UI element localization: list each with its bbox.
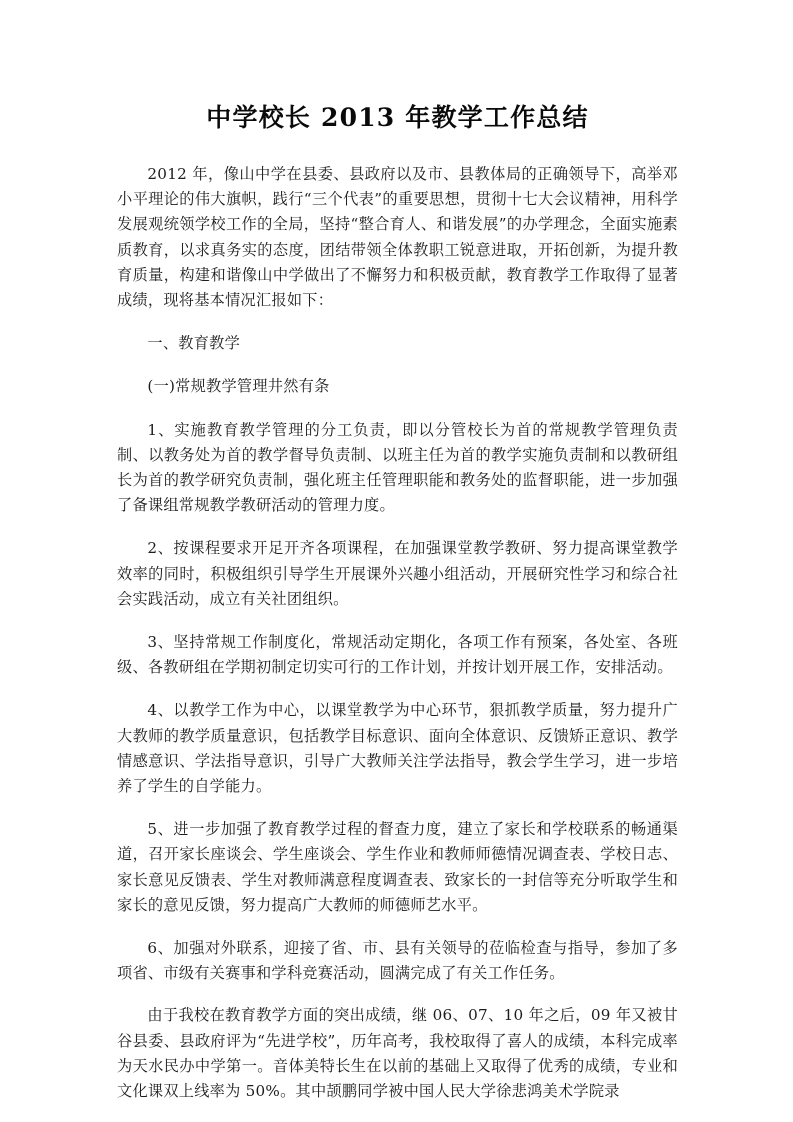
section-heading-education-teaching: 一、教育教学 bbox=[147, 334, 241, 353]
paragraph-closing-achievements: 由于我校在教育教学方面的突出成绩，继 06、07、10 年之后，09 年又被甘谷县委、县政府评为“先进学校”，历年高考，我校取得了喜人的成绩，本科完成率为天水民办中学第一。音体美特长生在以前的基础上又取得了优秀的成绩，专业和文化课双上线率为 50%。其中颉鹏同学被中国人民大学徐悲鸿美术学院录 bbox=[117, 1006, 678, 1101]
list-item-3: 3、坚持常规工作制度化，常规活动定期化，各项工作有预案，各处室、各班级、各教研组在学期初制定切实可行的工作计划，并按计划开展工作，安排活动。 bbox=[117, 633, 678, 677]
list-item-2: 2、按课程要求开足开齐各项课程，在加强课堂教学教研、努力提高课堂教学效率的同时，积极组织引导学生开展课外兴趣小组活动，开展研究性学习和综合社会实践活动，成立有关社团组织。 bbox=[117, 539, 678, 608]
paragraph-intro: 2012 年，像山中学在县委、县政府以及市、县教体局的正确领导下，高举邓小平理论的伟大旗帜，践行“三个代表”的重要思想，贯彻十七大会议精神，用科学发展观统领学校工作的全局，坚持“整合育人、和谐发展”的办学理念，全面实施素质教育，以求真务实的态度，团结带领全体教职工锐意进取，开拓创新，为提升教育质量，构建和谐像山中学做出了不懈努力和积极贡献，教育教学工作取得了显著成绩，现将基本情况汇报如下： bbox=[117, 165, 678, 310]
list-item-6: 6、加强对外联系，迎接了省、市、县有关领导的莅临检查与指导，参加了多项省、市级有关赛事和学科竞赛活动，圆满完成了有关工作任务。 bbox=[117, 939, 678, 983]
document-title: 中学校长 2013 年教学工作总结 bbox=[206, 103, 589, 132]
list-item-1: 1、实施教育教学管理的分工负责，即以分管校长为首的常规教学管理负责制、以教务处为首的教学督导负责制、以班主任为首的教学实施负责制和以教研组长为首的教学研究负责制，强化班主任管理职能和教务处的监督职能，进一步加强了备课组常规教学教研活动的管理力度。 bbox=[117, 420, 678, 515]
document-text-column bbox=[117, 0, 678, 1104]
list-item-5: 5、进一步加强了教育教学过程的督查力度，建立了家长和学校联系的畅通渠道，召开家长座谈会、学生座谈会、学生作业和教师师德情况调查表、学校日志、家长意见反馈表、学生对教师满意程度调查表、致家长的一封信等充分听取学生和家长的意见反馈，努力提高广大教师的师德师艺水平。 bbox=[117, 820, 678, 914]
subsection-heading-routine-management: (一)常规教学管理井然有条 bbox=[147, 377, 330, 396]
list-item-4: 4、以教学工作为中心，以课堂教学为中心环节，狠抓教学质量，努力提升广大教师的教学质量意识，包括教学目标意识、面向全体意识、反馈矫正意识、教学情感意识、学法指导意识，引导广大教师关注学法指导，教会学生学习，进一步培养了学生的自学能力。 bbox=[117, 701, 678, 796]
